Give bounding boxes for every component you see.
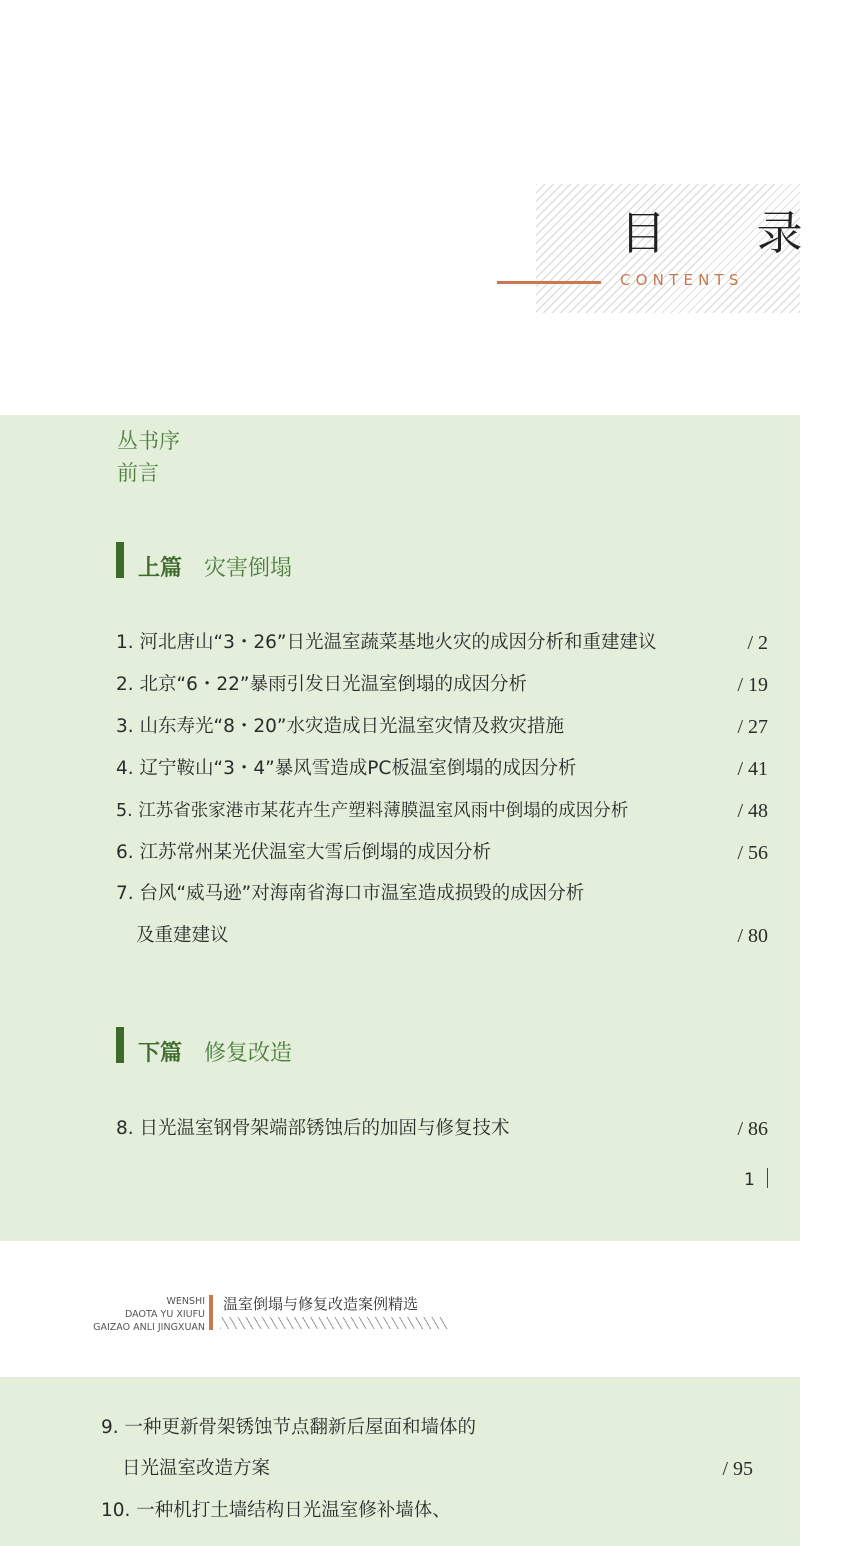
toc-entry-continuation[interactable] <box>101 1455 753 1483</box>
title-underline <box>497 281 601 284</box>
toc-entry-page: / 48 <box>737 800 768 822</box>
toc-entry[interactable] <box>116 713 768 741</box>
toc-entry[interactable] <box>116 629 768 657</box>
running-header-pinyin <box>60 1295 205 1334</box>
toc-entry-title: 1. 河北唐山“3・26”日光温室蔬菜基地火灾的成因分析和重建建议 <box>116 632 657 653</box>
section-name: 灾害倒塌 <box>204 556 293 581</box>
page-number: 1 <box>744 1170 755 1190</box>
front-matter-foreword[interactable]: 前言 <box>117 461 159 485</box>
toc-entry[interactable] <box>116 797 768 825</box>
section-label: 下篇 <box>138 1041 183 1066</box>
toc-entry-page: / 80 <box>737 925 768 947</box>
toc-entry-title: 2. 北京“6・22”暴雨引发日光温室倒塌的成因分析 <box>116 674 528 695</box>
toc-entry[interactable] <box>101 1414 753 1442</box>
toc-entry-page: / 56 <box>737 842 768 864</box>
front-matter-preface-series[interactable]: 丛书序 <box>117 429 180 453</box>
toc-entry[interactable] <box>116 1115 768 1143</box>
running-header-book-title: 温室倒塌与修复改造案例精选 <box>223 1295 419 1313</box>
toc-entry-page: / 86 <box>737 1118 768 1140</box>
toc-entry-title: 8. 日光温室钢骨架端部锈蚀后的加固与修复技术 <box>116 1118 510 1139</box>
section-marker <box>116 1027 124 1063</box>
toc-entry[interactable] <box>101 1497 753 1525</box>
toc-entry-title-cont: 及重建建议 <box>136 925 229 946</box>
page-title: 目 录 <box>620 206 841 260</box>
toc-entry-page: / 27 <box>737 716 768 738</box>
section-marker <box>116 542 124 578</box>
toc-entry-title: 4. 辽宁鞍山“3・4”暴风雪造成PC板温室倒塌的成因分析 <box>116 758 577 779</box>
page-number-divider <box>767 1168 768 1188</box>
toc-entry[interactable] <box>116 755 768 783</box>
toc-entry[interactable] <box>116 880 768 908</box>
section-heading-1 <box>138 554 292 584</box>
section-label: 上篇 <box>138 556 183 581</box>
pinyin-line: WENSHI <box>166 1296 205 1307</box>
section-heading-2 <box>138 1039 292 1069</box>
running-header-hatch <box>220 1317 448 1329</box>
toc-entry-continuation[interactable] <box>116 922 768 950</box>
toc-entry[interactable] <box>116 839 768 867</box>
pinyin-line: GAIZAO ANLI JINGXUAN <box>93 1322 205 1333</box>
toc-entry-page: / 41 <box>737 758 768 780</box>
section-name: 修复改造 <box>204 1041 293 1066</box>
toc-entry-title-cont: 日光温室改造方案 <box>122 1458 271 1479</box>
toc-entry-title: 6. 江苏常州某光伏温室大雪后倒塌的成因分析 <box>116 842 492 863</box>
toc-entry-title: 5. 江苏省张家港市某花卉生产塑料薄膜温室风雨中倒塌的成因分析 <box>116 801 629 821</box>
toc-entry-title: 10. 一种机打土墙结构日光温室修补墙体、 <box>101 1500 451 1521</box>
toc-entry-page: / 2 <box>747 632 768 654</box>
toc-entry[interactable] <box>116 671 768 699</box>
toc-entry-title: 3. 山东寿光“8・20”水灾造成日光温室灾情及救灾措施 <box>116 716 565 737</box>
toc-entry-page: / 19 <box>737 674 768 696</box>
running-header-bar <box>209 1295 213 1330</box>
toc-entry-page: / 95 <box>722 1458 753 1480</box>
pinyin-line: DAOTA YU XIUFU <box>125 1309 205 1320</box>
toc-entry-title: 9. 一种更新骨架锈蚀节点翻新后屋面和墙体的 <box>101 1417 477 1438</box>
toc-entry-title: 7. 台风“威马逊”对海南省海口市温室造成损毁的成因分析 <box>116 883 585 904</box>
page-subtitle: CONTENTS <box>620 271 744 289</box>
